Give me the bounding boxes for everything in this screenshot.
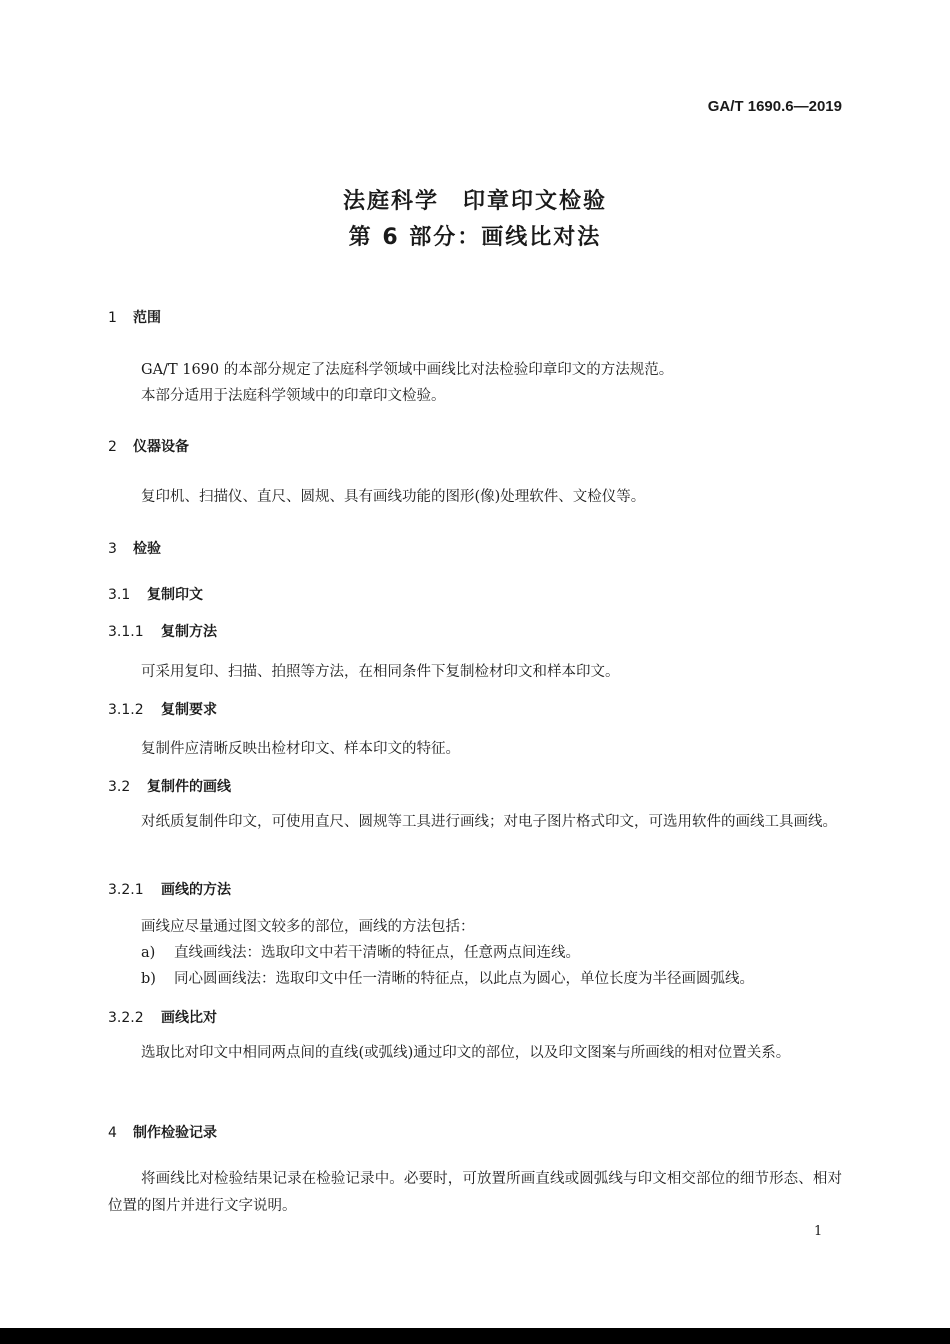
section-number: 2 [108,439,117,455]
paragraph: 选取比对印文中相同两点间的直线(或弧线)通过印文的部位，以及印文图案与所画线的相对位置关系。 [141,1045,791,1061]
section-number: 3.1.2 [108,702,144,718]
section-3-2-2-heading [108,1007,217,1027]
section-number: 4 [108,1125,117,1141]
section-title: 仪器设备 [133,439,189,455]
section-3-1-1-heading [108,621,217,641]
paragraph: 将画线比对检验结果记录在检验记录中。必要时，可放置所画直线或圆弧线与印文相交部位的细节形态、相对位置的图片并进行文字说明。 [108,1171,842,1214]
section-title: 检验 [133,541,161,557]
section-3-1-heading [108,584,203,604]
document-subtitle: 第 6 部分：画线比对法 [348,225,602,250]
paragraph: 对纸质复制件印文，可使用直尺、圆规等工具进行画线；对电子图片格式印文，可选用软件的画线工具画线。 [141,814,837,830]
document-title: 法庭科学 印章印文检验 [342,189,607,214]
bottom-scan-border [0,1328,950,1344]
list-marker: a) [141,945,156,961]
section-1-heading [108,307,161,327]
paragraph: 可采用复印、扫描、拍照等方法，在相同条件下复制检材印文和样本印文。 [141,664,620,680]
list-item-text: 直线画线法：选取印文中若干清晰的特征点，任意两点间连线。 [174,945,580,961]
section-number: 3.2.2 [108,1010,144,1026]
paragraph: 复印机、扫描仪、直尺、圆规、具有画线功能的图形(像)处理软件、文检仪等。 [141,489,646,505]
paragraph: 复制件应清晰反映出检材印文、样本印文的特征。 [141,741,460,757]
section-title: 制作检验记录 [133,1125,217,1141]
section-title: 范围 [133,310,161,326]
section-3-2-heading [108,776,231,796]
section-2-heading [108,436,189,456]
paragraph: 画线应尽量通过图文较多的部位，画线的方法包括： [141,919,475,935]
section-number: 3.2.1 [108,882,144,898]
section-title: 画线的方法 [161,882,231,898]
section-number: 3.1 [108,587,131,603]
section-number: 3.2 [108,779,131,795]
section-number: 3.1.1 [108,624,144,640]
section-title: 画线比对 [161,1010,217,1026]
section-title: 复制件的画线 [147,779,231,795]
list-item-text: 同心圆画线法：选取印文中任一清晰的特征点，以此点为圆心，单位长度为半径画圆弧线。 [174,971,754,987]
section-title: 复制印文 [147,587,203,603]
section-3-1-2-heading [108,699,217,719]
section-4-heading [108,1122,217,1142]
section-title: 复制要求 [161,702,217,718]
section-3-2-1-heading [108,879,231,899]
paragraph: 本部分适用于法庭科学领域中的印章印文检验。 [141,388,446,404]
section-3-heading [108,538,161,558]
page-number: 1 [814,1224,823,1239]
section-number: 1 [108,310,117,326]
list-item [141,941,580,962]
standard-number: GA/T 1690.6—2019 [707,98,842,115]
list-marker: b) [141,971,156,987]
list-item [141,967,754,988]
section-number: 3 [108,541,117,557]
section-title: 复制方法 [161,624,217,640]
paragraph: GA/T 1690 的本部分规定了法庭科学领域中画线比对法检验印章印文的方法规范。 [141,362,674,378]
